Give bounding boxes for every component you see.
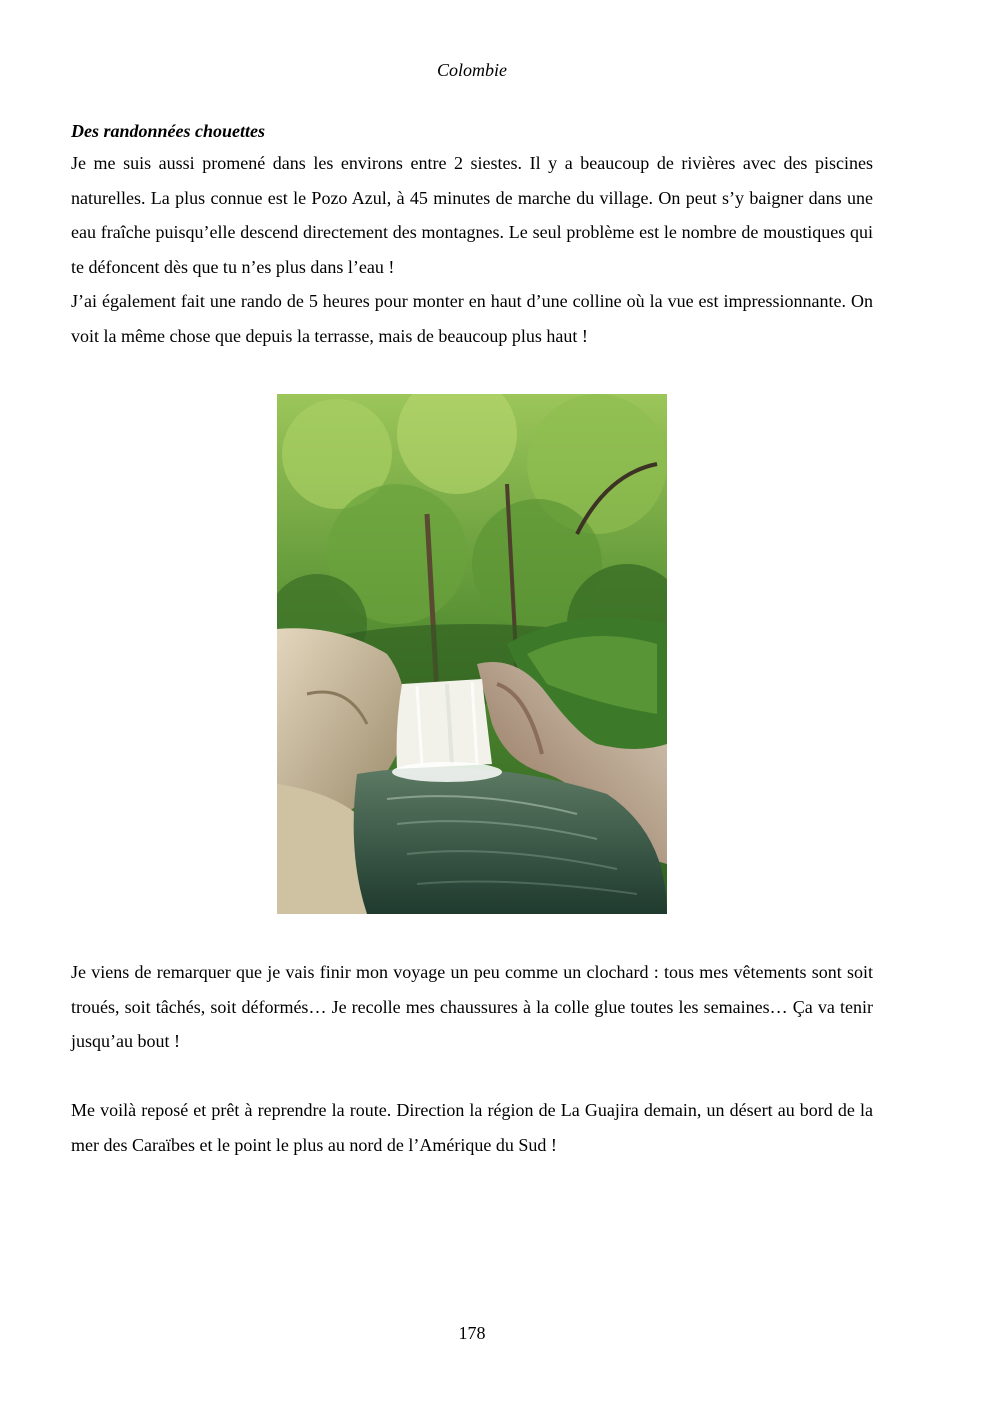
closing-section-route <box>71 1093 873 1162</box>
closing-section-clothes <box>71 955 873 1059</box>
waterfall-illustration <box>277 394 667 914</box>
paragraph-walks: Je me suis aussi promené dans les environs entre 2 siestes. Il y a beaucoup de rivières avec des piscines naturelles. La plus connue est le Pozo Azul, à 45 minutes de marche du village. On peut s’y baigner dans une eau fraîche puisqu’elle descend directement des montagnes. Le seul problème est le nombre de moustiques qui te défoncent dès que tu n’es plus dans l’eau ! <box>71 153 873 277</box>
running-header: Colombie <box>437 60 507 80</box>
section <box>71 116 873 353</box>
section-title: Des randonnées chouettes <box>71 121 266 141</box>
page-number: 178 <box>458 1323 486 1343</box>
paragraph-hike: J’ai également fait une rando de 5 heures pour monter en haut d’une colline où la vue est impressionnante. On voit la même chose que depuis la terrasse, mais de beaucoup plus haut ! <box>71 291 873 346</box>
waterfall-photo <box>277 394 667 914</box>
paragraph-clothes: Je viens de remarquer que je vais finir mon voyage un peu comme un clochard : tous mes vêtements sont soit troués, soit tâchés, soit déformés… Je recolle mes chaussures à la colle glue toutes les semaines… Ça va tenir jusqu’au bout ! <box>71 962 873 1051</box>
paragraph-next-destination: Me voilà reposé et prêt à reprendre la route. Direction la région de La Guajira demain, un désert au bord de la mer des Caraïbes et le point le plus au nord de l’Amérique du Sud ! <box>71 1100 873 1155</box>
